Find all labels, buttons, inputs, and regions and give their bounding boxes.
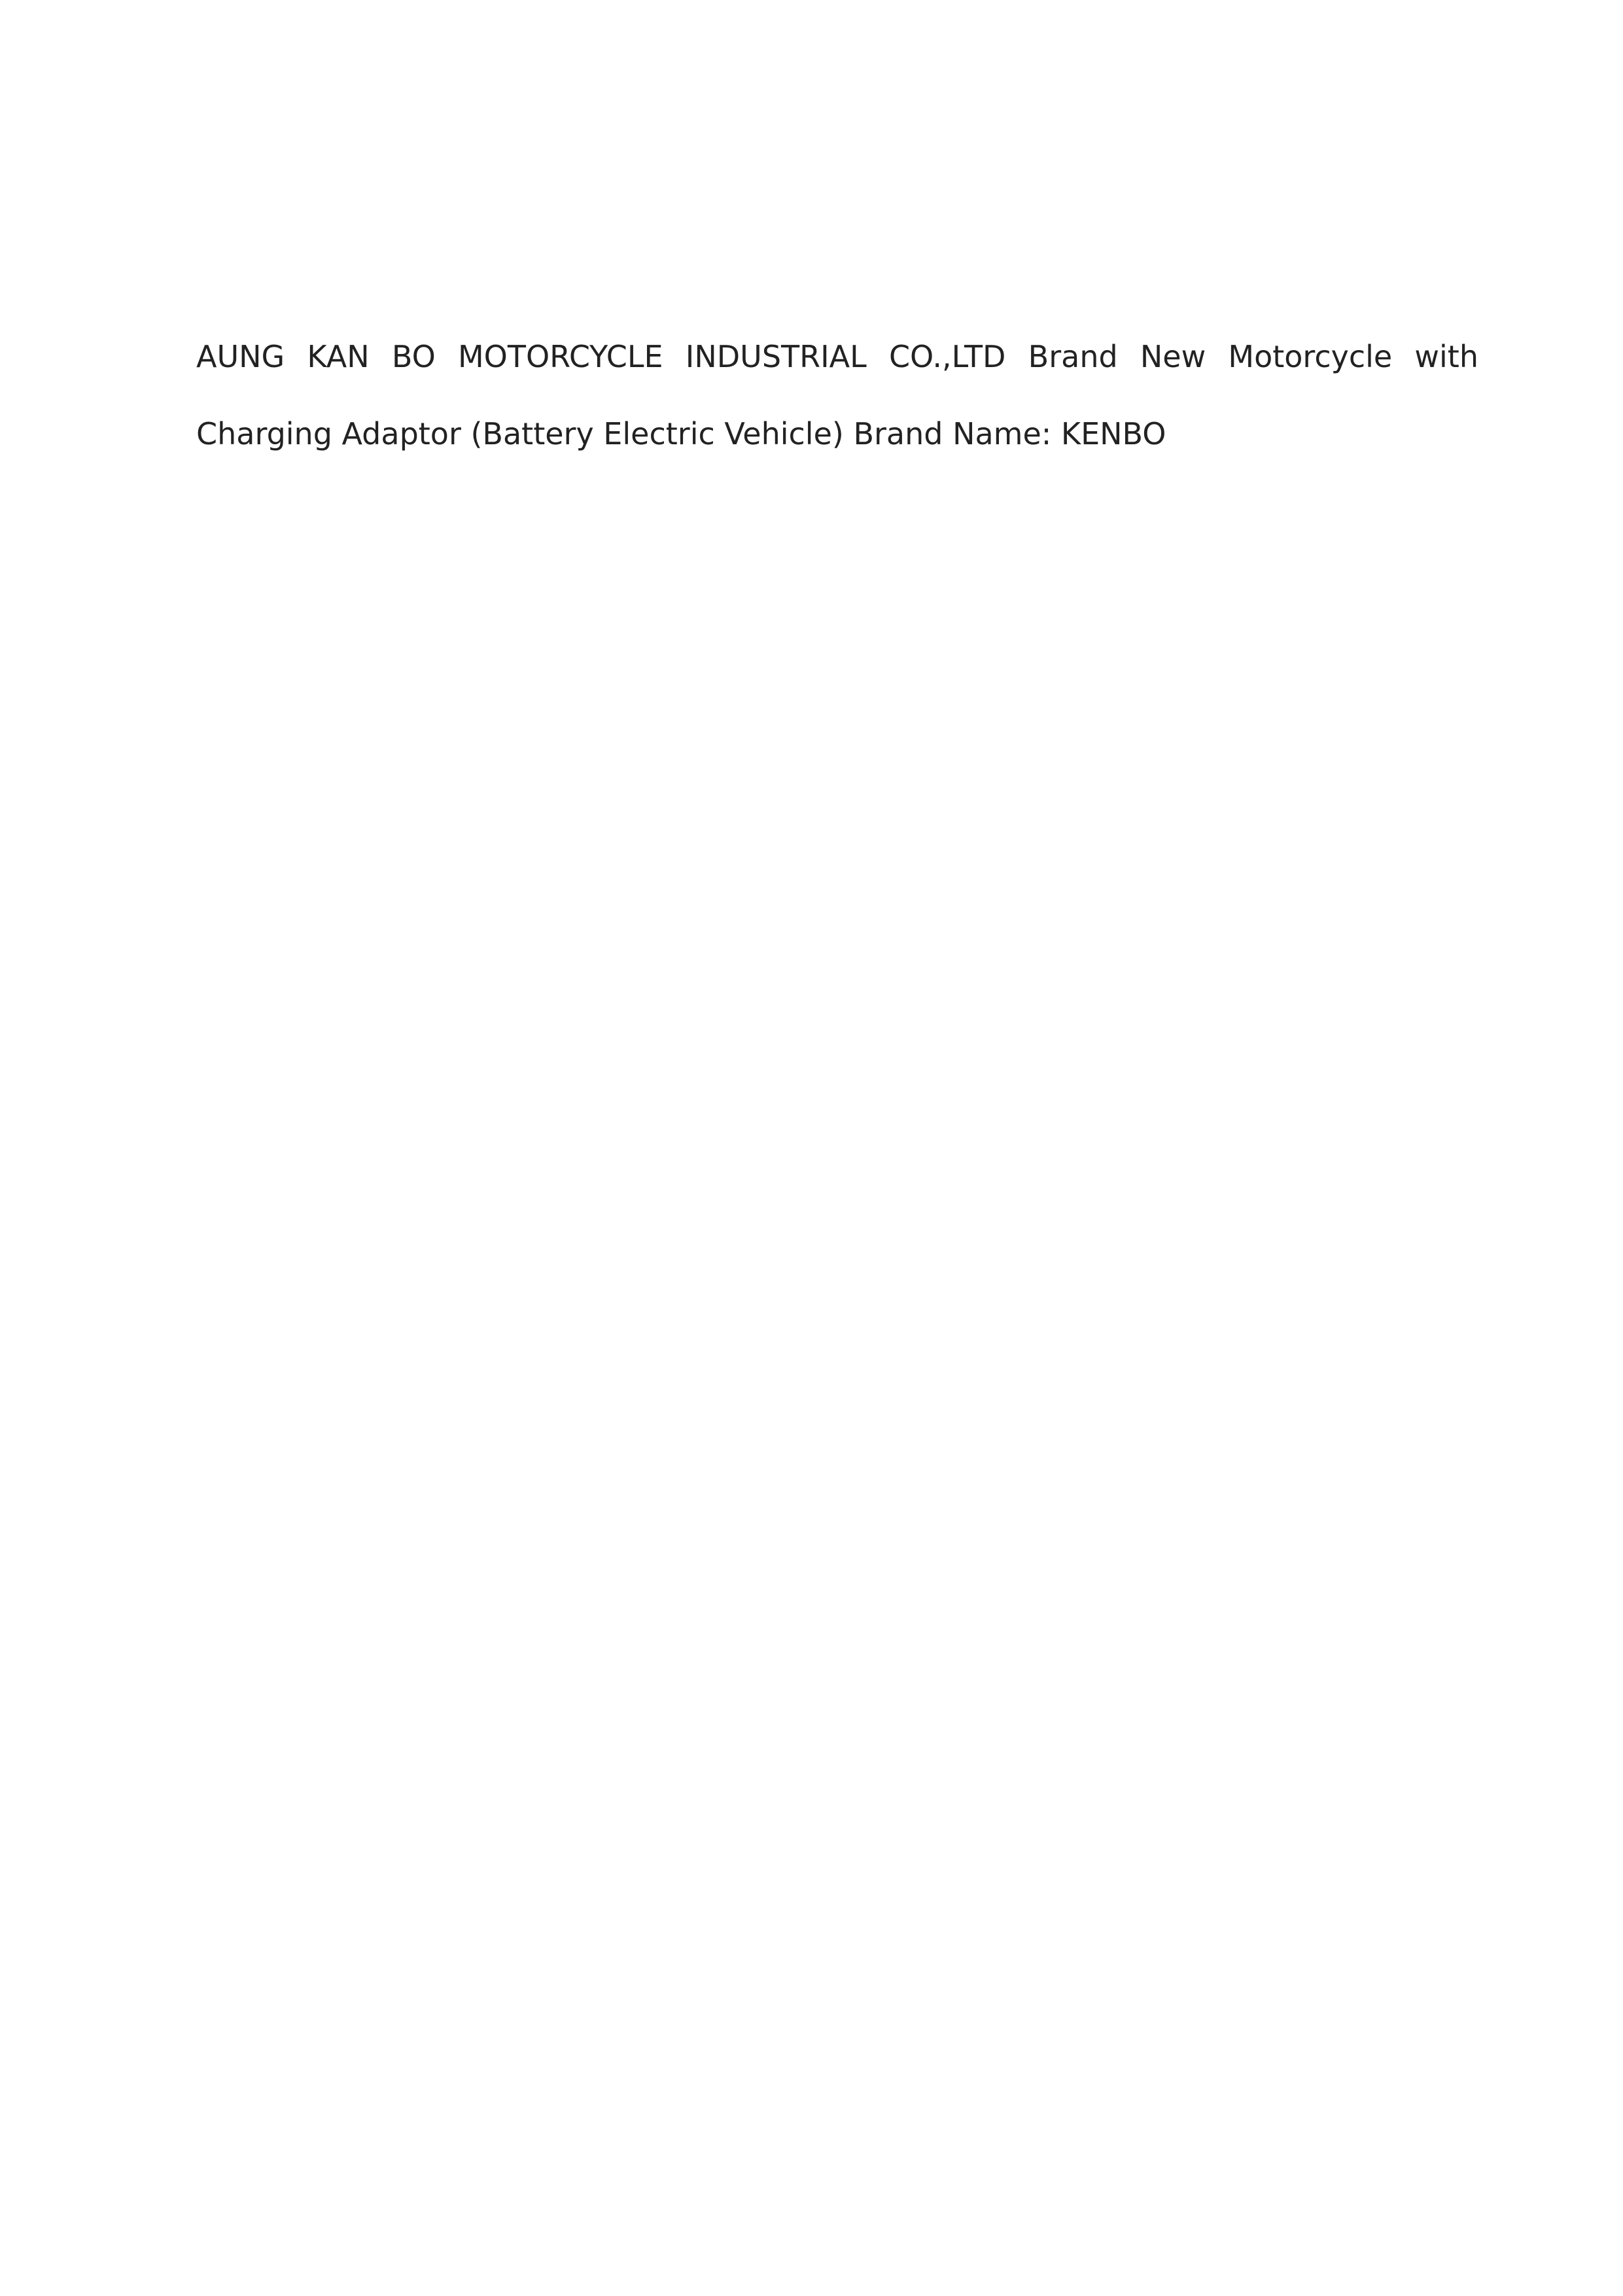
document-title [196, 217, 1478, 296]
body-paragraph: AUNG KAN BO MOTORCYCLE INDUSTRIAL CO.,LTD Brand New Motorcycle with Charging Adaptor (Battery Electric Vehicle) Brand Name: KENBO [196, 339, 1478, 451]
